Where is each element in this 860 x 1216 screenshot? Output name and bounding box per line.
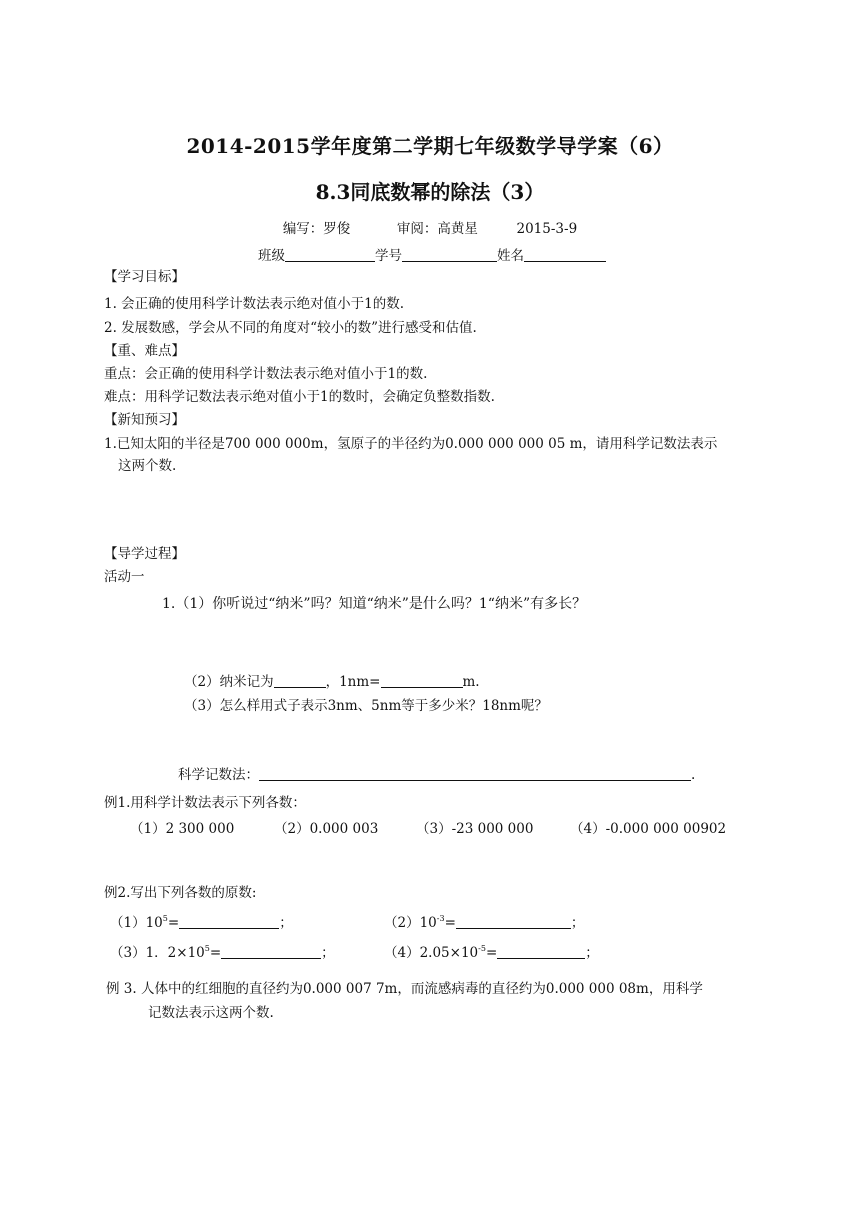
ex2-i1-base: （1）10: [110, 915, 163, 931]
goal-item-2: 2. 发展数感，学会从不同的角度对“较小的数”进行感受和估值.: [104, 320, 477, 336]
activity-question-1: 1.（1）你听说过“纳米”吗？知道“纳米”是什么吗？1“纳米”有多长？: [162, 596, 587, 612]
ex2-i3-blank[interactable]: [221, 944, 321, 959]
ex2-i2-blank[interactable]: [456, 914, 571, 929]
ex2-i3-base: （3）1．2×10: [110, 945, 205, 961]
sci-end: .: [691, 767, 696, 783]
reviewer: 审阅：高黄星: [396, 221, 478, 237]
ex2-i1-exponent: 5: [162, 914, 168, 923]
example-1-item-4: （4）-0.000 000 00902: [570, 821, 727, 837]
q2-text-b: ，1nm=: [325, 674, 381, 690]
example-2-item-2: [384, 913, 584, 933]
ex2-i2-sep: ；: [570, 915, 585, 931]
example-3-line-1: 例 3. 人体中的红细胞的直径约为0.000 007 7m，而流感病毒的直径约为0.000 000 08m，用科学: [106, 981, 703, 997]
sci-definition-blank[interactable]: [259, 766, 691, 781]
ex2-i4-sep: ；: [585, 945, 599, 961]
preview-heading: 【新知预习】: [104, 412, 185, 428]
sci-label: 科学记数法：: [178, 767, 259, 783]
ex2-i4-exponent: -5: [478, 944, 486, 953]
goal-item-1: 1. 会正确的使用科学计数法表示绝对值小于1的数.: [104, 296, 405, 312]
process-heading: 【导学过程】: [104, 546, 185, 562]
student-info-line: [258, 246, 606, 266]
preview-question-line-2: 这两个数.: [118, 458, 177, 474]
class-label: 班级: [258, 248, 285, 264]
name-blank[interactable]: [524, 247, 606, 262]
example-2-item-1: [110, 913, 293, 933]
nano-value-blank[interactable]: [381, 673, 463, 688]
author: 编写：罗俊: [282, 221, 351, 237]
example-3-line-2: 记数法表示这两个数.: [148, 1005, 274, 1021]
difficulty-point: 难点：用科学记数法表示绝对值小于1的数时，会确定负整数指数.: [104, 389, 495, 405]
example-2-title: 例2.写出下列各数的原数:: [104, 885, 257, 901]
document-title: 2014-2015学年度第二学期七年级数学导学案（6）: [186, 134, 674, 158]
ex2-i1-blank[interactable]: [179, 914, 279, 929]
author-info-line: [0, 219, 860, 239]
nano-symbol-blank[interactable]: [274, 673, 326, 688]
ex2-i3-exponent: 5: [204, 944, 210, 953]
example-2-item-3: [110, 943, 335, 963]
example-1-title: 例1.用科学计数法表示下列各数：: [104, 795, 306, 811]
date: 2015-3-9: [516, 221, 578, 237]
activity-question-2: [184, 672, 480, 692]
example-1-item-2: （2）0.000 003: [274, 821, 379, 837]
document-subtitle: 8.3同底数幂的除法（3）: [315, 180, 545, 204]
ex2-i1-sep: ；: [279, 915, 293, 931]
ex2-i4-blank[interactable]: [497, 944, 585, 959]
name-label: 姓名: [497, 248, 524, 264]
q2-text-c: m.: [462, 674, 480, 690]
activity-one-label: 活动一: [104, 569, 145, 585]
key-point: 重点：会正确的使用科学计数法表示绝对值小于1的数.: [104, 366, 428, 382]
class-blank[interactable]: [285, 247, 375, 262]
goals-heading: 【学习目标】: [104, 269, 185, 285]
activity-question-3: （3）怎么样用式子表示3nm、5nm等于多少米？18nm呢？: [184, 698, 548, 714]
ex2-i4-base: （4）2.05×10: [384, 945, 479, 961]
example-2-item-4: [384, 943, 599, 963]
example-1-item-1: （1）2 300 000: [130, 821, 235, 837]
ex2-i3-eq: =: [209, 945, 222, 961]
ex2-i3-sep: ；: [321, 945, 335, 961]
ex2-i2-eq: =: [444, 915, 456, 931]
ex2-i4-eq: =: [485, 945, 498, 961]
example-1-item-3: （3）-23 000 000: [416, 821, 534, 837]
preview-question-line-1: 1.已知太阳的半径是700 000 000m，氢原子的半径约为0.000 000 000 05 m，请用科学记数法表示: [104, 436, 718, 452]
scientific-notation-line: [178, 765, 695, 785]
number-label: 学号: [375, 248, 402, 264]
q2-text-a: （2）纳米记为: [184, 674, 274, 690]
ex2-i2-exponent: -3: [436, 914, 445, 923]
number-blank[interactable]: [402, 247, 497, 262]
ex2-i1-eq: =: [167, 915, 180, 931]
key-points-heading: 【重、难点】: [104, 343, 185, 359]
ex2-i2-base: （2）10: [384, 915, 437, 931]
